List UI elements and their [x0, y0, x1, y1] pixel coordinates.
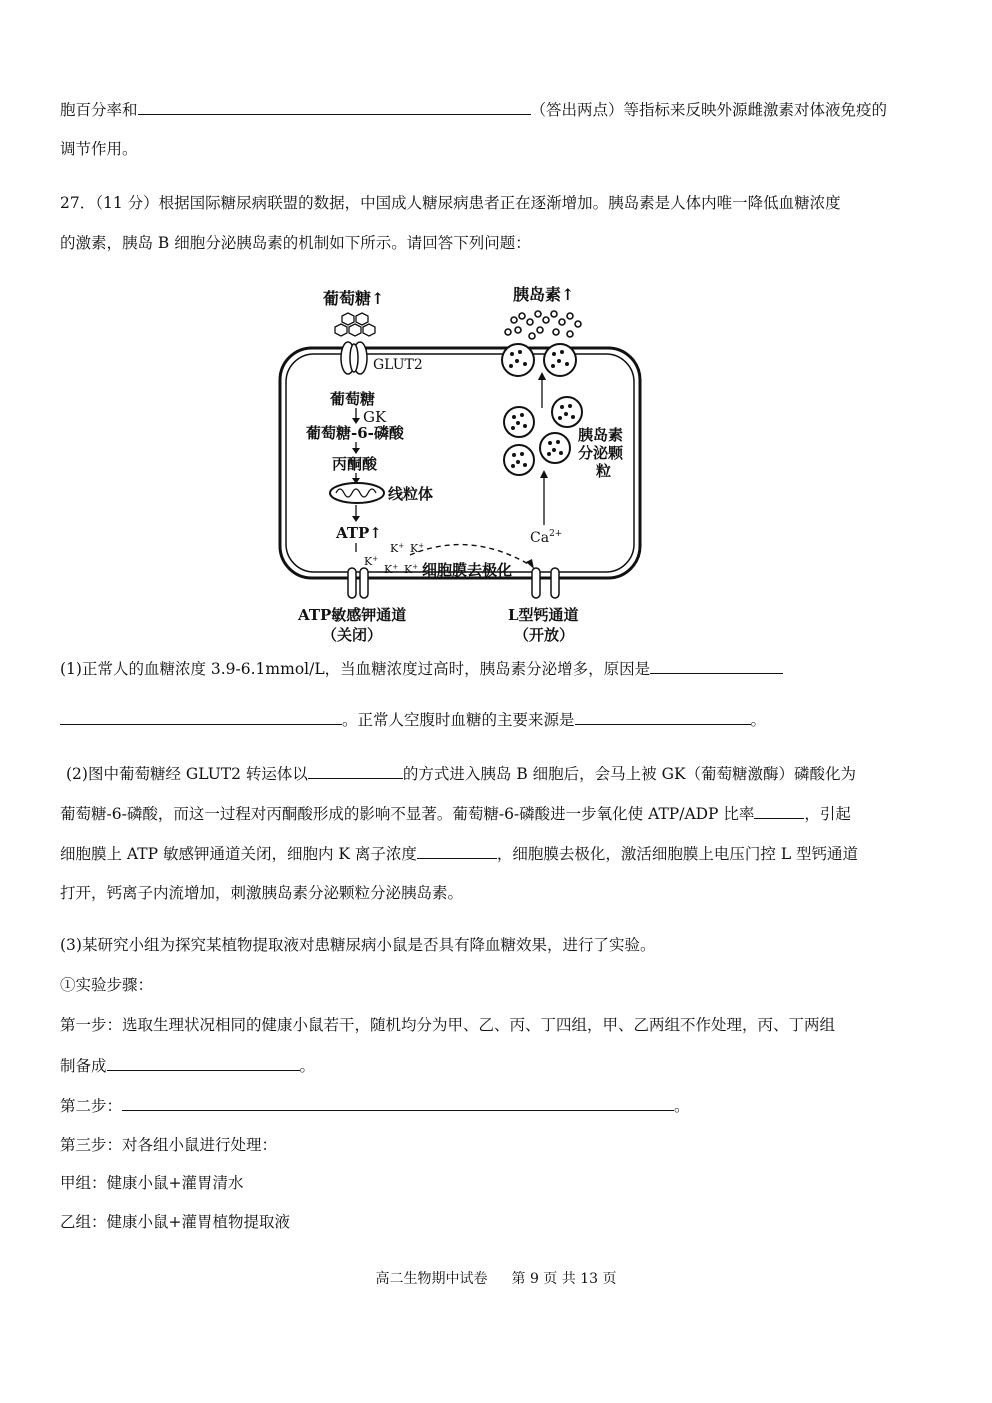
text-line-1 — [60, 98, 936, 121]
text-fragment: 。 — [674, 1097, 690, 1115]
footer-title: 高二生物期中试卷 — [375, 1271, 488, 1287]
glucose-molecules — [335, 313, 375, 336]
potassium-ions — [364, 542, 424, 576]
insulin-top-label: 胰岛素↑ — [513, 285, 575, 304]
glucose-top-label: 葡萄糖↑ — [323, 289, 385, 308]
lca-state-label: （开放） — [514, 626, 575, 644]
glut2-transporter — [341, 342, 367, 374]
answer-blank[interactable] — [575, 708, 751, 725]
svg-text:K+: K+ — [384, 563, 399, 576]
text-line-2: 调节作用。 — [60, 140, 138, 158]
granule-label-3: 粒 — [596, 462, 612, 480]
question-27-intro-cont: 的激素，胰岛 B 细胞分泌胰岛素的机制如下所示。请回答下列问题： — [60, 234, 531, 252]
text-fragment: （答出两点）等指标来反映外源雌激素对体液免疫的 — [530, 101, 888, 119]
text-fragment: 第二步： — [60, 1097, 123, 1115]
svg-text:K+: K+ — [390, 542, 405, 555]
answer-blank[interactable] — [650, 657, 783, 674]
text-fragment: 胞百分率和 — [60, 101, 138, 119]
released-insulin — [505, 311, 581, 339]
katp-state-label: （关闭） — [322, 626, 383, 644]
answer-blank[interactable] — [138, 98, 531, 115]
mitochondrion — [330, 483, 384, 503]
answer-blank[interactable] — [417, 842, 497, 859]
question-27-intro: 27．（11 分）根据国际糖尿病联盟的数据，中国成人糖尿病患者正在逐渐增加。胰岛素是人体内唯一降低血糖浓度 — [60, 194, 841, 212]
granule-label-2: 分泌颗 — [578, 444, 624, 462]
glucose-label: 葡萄糖 — [330, 390, 376, 408]
lca-label: L型钙通道 — [508, 606, 579, 624]
text-fragment: 。正常人空腹时血糖的主要来源是 — [342, 711, 575, 729]
step-1: 第一步：选取生理状况相同的健康小鼠若干，随机均分为甲、乙、丙、丁四组，甲、乙两组不作处理，丙、丁两组 — [60, 1016, 836, 1034]
page-footer — [0, 1268, 992, 1288]
group-a: 甲组：健康小鼠+灌胃清水 — [60, 1174, 244, 1192]
g6p-label: 葡萄糖-6-磷酸 — [306, 424, 404, 442]
sub-question-1 — [60, 657, 936, 680]
text-fragment: 。 — [299, 1057, 316, 1075]
depolarization-label: 细胞膜去极化 — [422, 561, 513, 579]
step-3: 第三步：对各组小鼠进行处理： — [60, 1136, 278, 1154]
katp-label: ATP敏感钾通道 — [298, 606, 407, 624]
glut2-label: GLUT2 — [373, 357, 423, 373]
group-b: 乙组：健康小鼠+灌胃植物提取液 — [60, 1213, 290, 1231]
answer-blank[interactable] — [754, 802, 804, 819]
text-fragment: 细胞膜上 ATP 敏感钾通道关闭，细胞内 K 离子浓度 — [60, 845, 417, 863]
sub-question-3: (3)某研究小组为探究某植物提取液对患糖尿病小鼠是否具有降血糖效果，进行了实验。 — [60, 936, 656, 954]
sub-question-2-line-3 — [60, 842, 936, 865]
svg-text:K+: K+ — [410, 542, 425, 555]
text-fragment: 的方式进入胰岛 B 细胞后，会马上被 GK（葡萄糖激酶）磷酸化为 — [402, 765, 857, 783]
sub-question-2 — [66, 762, 936, 785]
step-2 — [60, 1094, 936, 1117]
answer-blank[interactable] — [308, 762, 403, 779]
experiment-steps-heading: ①实验步骤： — [60, 976, 154, 994]
step-1-cont — [60, 1054, 936, 1077]
text-fragment: ，细胞膜去极化，激活细胞膜上电压门控 L 型钙通道 — [496, 845, 859, 863]
text-fragment: 。 — [750, 711, 767, 729]
granule-label-1: 胰岛素 — [578, 426, 624, 444]
insulin-secretion-diagram — [270, 280, 670, 650]
sub-question-1-cont — [60, 708, 936, 731]
answer-blank[interactable] — [107, 1054, 300, 1071]
text-fragment: 制备成 — [60, 1057, 107, 1075]
pyruvate-label: 丙酮酸 — [332, 455, 378, 473]
text-fragment: (2)图中葡萄糖经 GLUT2 转运体以 — [66, 765, 308, 783]
svg-text:K+: K+ — [364, 555, 379, 568]
text-fragment: ，引起 — [804, 805, 851, 823]
calcium-label: $Ca^{2+}$ — [530, 529, 563, 546]
footer-page-number: 第 9 页 共 13 页 — [511, 1271, 617, 1287]
text-fragment: (1)正常人的血糖浓度 3.9-6.1mmol/L，当血糖浓度过高时，胰岛素分泌增多，原因是 — [60, 660, 651, 678]
answer-blank[interactable] — [122, 1094, 674, 1111]
gk-label: GK — [363, 408, 387, 426]
mitochondrion-label: 线粒体 — [388, 485, 434, 503]
sub-question-2-line-2 — [60, 802, 936, 825]
svg-text:K+: K+ — [404, 563, 419, 576]
atp-label: ATP↑ — [336, 524, 382, 542]
sub-question-2-line-4: 打开，钙离子内流增加，刺激胰岛素分泌颗粒分泌胰岛素。 — [60, 884, 464, 902]
text-fragment: 葡萄糖-6-磷酸，而这一过程对丙酮酸形成的影响不显著。葡萄糖-6-磷酸进一步氧化使 ATP/ADP 比率 — [60, 805, 755, 823]
answer-blank[interactable] — [60, 708, 342, 725]
